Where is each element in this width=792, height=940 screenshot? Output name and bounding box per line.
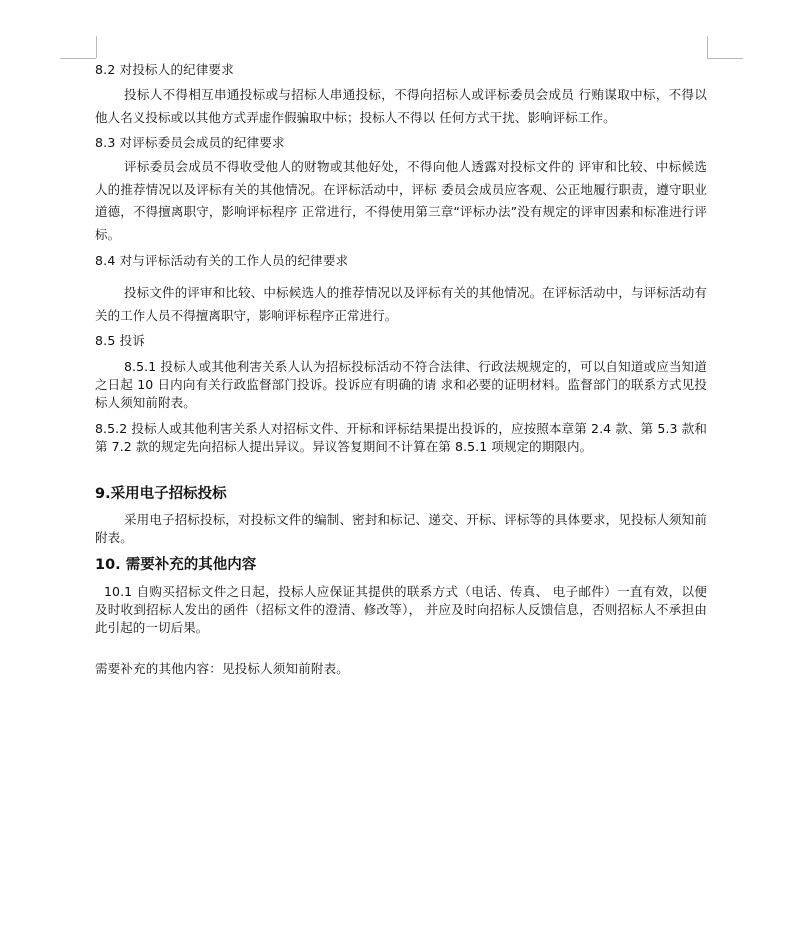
heading-8-4: 8.4 对与评标活动有关的工作人员的纪律要求 bbox=[95, 253, 349, 268]
heading-8-5: 8.5 投诉 bbox=[95, 333, 146, 348]
crop-mark-top-left-horizontal bbox=[60, 58, 96, 59]
paragraph-8-5-2: 8.5.2 投标人或其他利害关系人对招标文件、开标和评标结果提出投诉的，应按照本章第 2.4 款、第 5.3 款和第 7.2 款的规定先向招标人提出异议。异议答复期间不计算在第 8.5.1 项规定的期限内。 bbox=[95, 421, 707, 454]
crop-mark-top-right-horizontal bbox=[707, 58, 743, 59]
crop-mark-top-right bbox=[707, 36, 708, 58]
paragraph-9: 采用电子招标投标，对投标文件的编制、密封和标记、递交、开标、评标等的具体要求，见投标人须知前附表。 bbox=[95, 512, 707, 545]
heading-8-2: 8.2 对投标人的纪律要求 bbox=[95, 62, 234, 77]
paragraph-8-3: 评标委员会成员不得收受他人的财物或其他好处，不得向他人透露对投标文件的 评审和比较、中标候选人的推荐情况以及评标有关的其他情况。在评标活动中，评标 委员会成员应客观、公正地履行职责，遵守职业道德，不得擅离职守，影响评标程序 正常进行，不得使用第三章“评标办法”没有规定的评审因素和标准进行评标。 bbox=[95, 159, 707, 242]
crop-mark-top-left bbox=[96, 36, 97, 58]
paragraph-8-4: 投标文件的评审和比较、中标候选人的推荐情况以及评标有关的其他情况。在评标活动中，与评标活动有关的工作人员不得擅离职守，影响评标程序正常进行。 bbox=[95, 285, 707, 323]
paragraph-10-extra: 需要补充的其他内容：见投标人须知前附表。 bbox=[95, 661, 350, 676]
heading-9: 9.采用电子招标投标 bbox=[95, 486, 227, 502]
heading-10: 10. 需要补充的其他内容 bbox=[95, 557, 257, 573]
paragraph-10-1: 10.1 自购买招标文件之日起，投标人应保证其提供的联系方式（电话、传真、 电子邮件）一直有效，以便及时收到招标人发出的函件（招标文件的澄清、修改等）， 并应及时向招标人反馈信息，否则招标人不承担由此引起的一切后果。 bbox=[95, 584, 707, 635]
paragraph-8-2: 投标人不得相互串通投标或与招标人串通投标，不得向招标人或评标委员会成员 行贿谋取中标，不得以他人名义投标或以其他方式弄虚作假骗取中标；投标人不得以 任何方式干扰、影响评标工作。 bbox=[95, 87, 707, 125]
heading-8-3: 8.3 对评标委员会成员的纪律要求 bbox=[95, 135, 285, 150]
paragraph-8-5-1: 8.5.1 投标人或其他利害关系人认为招标投标活动不符合法律、行政法规规定的，可以自知道或应当知道之日起 10 日内向有关行政监督部门投诉。投诉应有明确的请 求和必要的证明材料。监督部门的联系方式见投标人须知前附表。 bbox=[95, 359, 707, 410]
